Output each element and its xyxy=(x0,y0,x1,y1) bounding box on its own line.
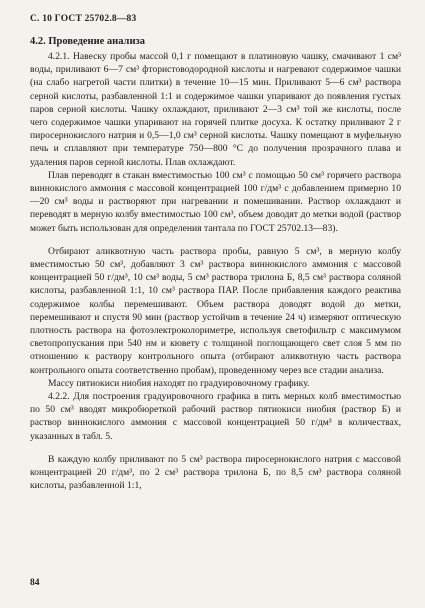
paragraph-mass-niobium: Массу пятиокиси ниобия находят по градуировочному графику. xyxy=(48,377,310,389)
page-header: С. 10 ГОСТ 25702.8—83 xyxy=(30,14,137,24)
paragraph-aliquot: Отбирают аликвотную часть раствора пробы, равную 5 см³, в мерную колбу вместимостью 50 см³, добавляют 3 см³ раствора виннокислого аммония с массовой концентрацией 50 г/дм³, 10 см³ воды, 5 см³ раствора трилона Б, 8,5 см³ раствора соляной кислоты, разбавленной 1:1, 10 см³ раствора ПАР. После прибавления каждого реактива содержимое колбы перемешивают. Объем раствора доводят водой до метки, перемешивают и спустя 90 мин (раствор устойчив в течение 24 ч) измеряют оптическую плотность раствора на фотоэлектроколориметре, используя светофильтр с максимумом светопропускания при 540 нм и кювету с толщиной поглощающего свет слоя 5 мм по отношению к раствору контрольного опыта (отбирают аликвотную часть раствора контрольного опыта соответственно пробам), проведенному через все стадии анализа. xyxy=(30,245,401,376)
page-number: 84 xyxy=(30,578,40,588)
paragraph-4-2-2: 4.2.2. Для построения градуировочного графика в пять мерных колб вместимостью по 50 см³ вводят микробюреткой рабочий раствор пятиокиси ниобия (раствор Б) и раствор виннокислого аммония с массовой концентрацией 50 г/дм³ в количествах, указанных в табл. 5. xyxy=(30,391,401,442)
paragraph-melt-dissolution: Плав переводят в стакан вместимостью 100 см³ с помощью 50 см³ горячего раствора виннокислого аммония с массовой концентрацией 100 г/дм³ с добавлением примерно 10—20 см³ воды и растворяют при нагревании и помешивании. Раствор охлаждают и переводят в мерную колбу вместимостью 100 см³, объем доводят до метки водой (раствор может быть использован для определения тантала по ГОСТ 25702.13—83). xyxy=(30,169,401,234)
paragraph-4-2-1: 4.2.1. Навеску пробы массой 0,1 г помещают в платиновую чашку, смачивают 1 см³ воды, приливают 6—7 см³ фтористоводородной кислоты и нагревают содержимое чашки (на слабо нагретой части плитки) в течение 10—15 мин. Приливают 5—6 см³ раствора серной кислоты, разбавленной 1:1 и содержимое чашки упаривают до появления густых паров серной кислоты. Чашку охлаждают, приливают 2—3 см³ той же кислоты, после чего содержимое чашки упаривают на горячей плитке досуха. К остатку приливают 2 г пиросернокислого натрия и 0,5—1,0 см³ серной кислоты. Чашку помещают в муфельную печь и сплавляют при температуре 750—800 °С до получения прозрачного плава и удаления паров серной кислоты. Плав охлаждают. xyxy=(30,51,401,168)
paragraph-each-flask: В каждую колбу приливают по 5 см³ раствора пиросернокислого натрия с массовой концентрацией 20 г/дм³, по 2 см³ раствора трилона Б, по 8,5 см³ раствора соляной кислоты, разбавленной 1:1, xyxy=(30,453,401,492)
section-title: 4.2. Проведение анализа xyxy=(30,36,145,47)
